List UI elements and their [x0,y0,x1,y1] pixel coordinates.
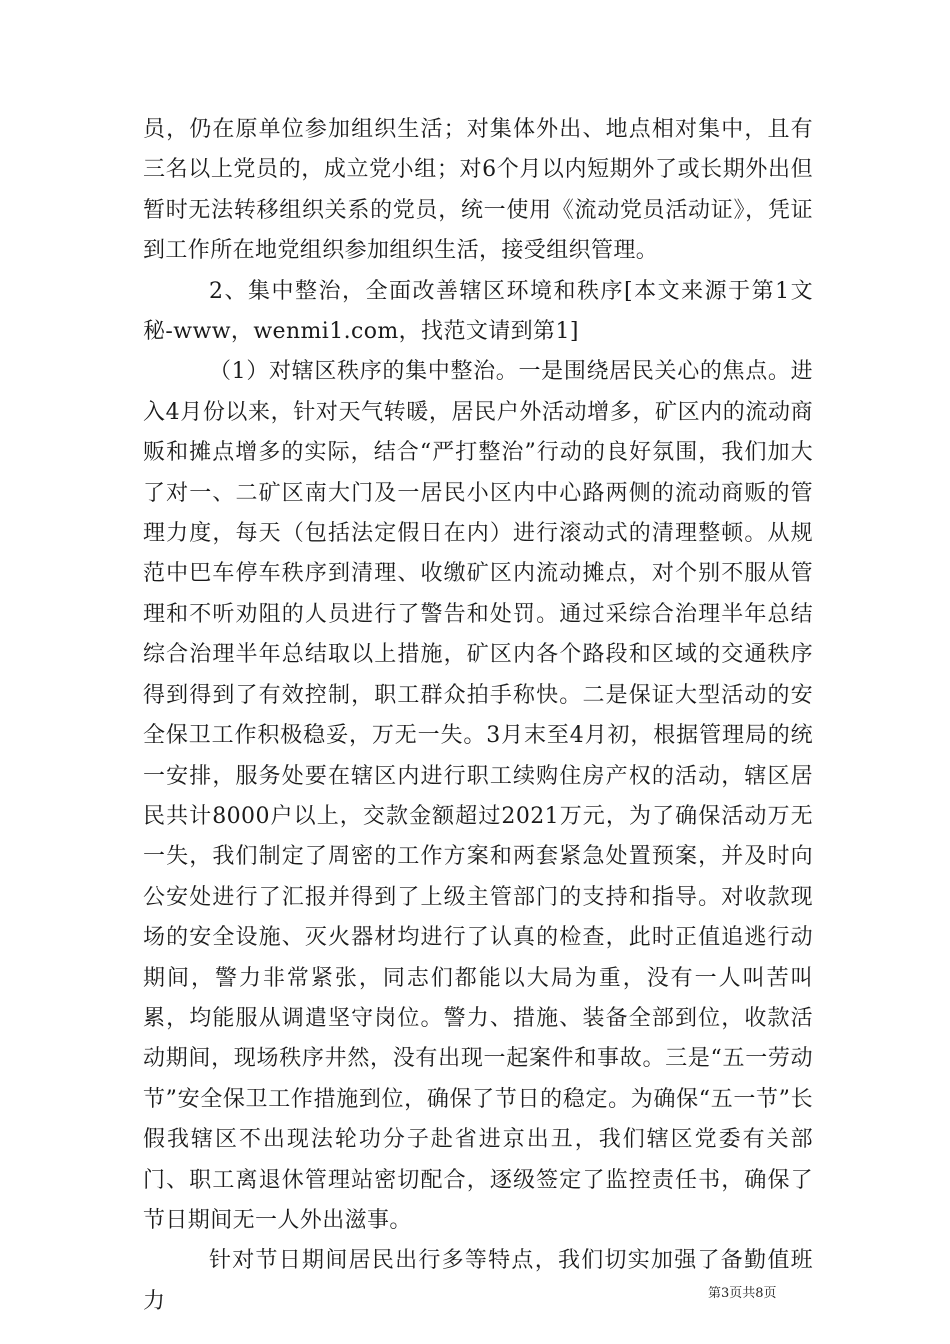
page-number-footer: 第3页共8页 [708,1286,777,1301]
paragraph-subsection-order: （1）对辖区秩序的集中整治。一是围绕居民关心的焦点。进入4月份以来，针对天气转暖，居民户外活动增多，矿区内的流动商贩和摊点增多的实际，结合“严打整治”行动的良好氛围，我们加大了对一、二矿区南大门及一居民小区内中心路两侧的流动商贩的管理力度，每天（包括法定假日在内）进行滚动式的清理整顿。从规范中巴车停车秩序到清理、收缴矿区内流动摊点，对个别不服从管理和不听劝阻的人员进行了警告和处罚。通过采综合治理半年总结综合治理半年总结取以上措施，矿区内各个路段和区域的交通秩序得到得到了有效控制，职工群众拍手称快。二是保证大型活动的安全保卫工作积极稳妥，万无一失。3月末至4月初，根据管理局的统一安排，服务处要在辖区内进行职工续购住房产权的活动，辖区居民共计8000户以上，交款金额超过2021万元，为了确保活动万无一失，我们制定了周密的工作方案和两套紧急处置预案，并及时向公安处进行了汇报并得到了上级主管部门的支持和指导。对收款现场的安全设施、灭火器材均进行了认真的检查，此时正值追逃行动期间，警力非常紧张，同志们都能以大局为重，没有一人叫苦叫累，均能服从调遣坚守岗位。警力、措施、装备全部到位，收款活动期间，现场秩序井然，没有出现一起案件和事故。三是“五一劳动节”安全保卫工作措施到位，确保了节日的稳定。为确保“五一节”长假我辖区不出现法轮功分子赴省进京出丑，我们辖区党委有关部门、职工离退休管理站密切配合，逐级签定了监控责任书，确保了节日期间无一人外出滋事。 [143,359,813,1233]
document-body [143,110,813,1322]
paragraph-continuation: 员，仍在原单位参加组织生活；对集体外出、地点相对集中，且有三名以上党员的，成立党小组；对6个月以内短期外了或长期外出但暂时无法转移组织关系的党员，统一使用《流动党员活动证》，凭证到工作所在地党组织参加组织生活，接受组织管理。 [143,117,813,264]
paragraph-section-heading: 2、集中整治，全面改善辖区环境和秩序[本文来源于第1文秘-www，wenmi1.com，找范文请到第1] [143,278,813,345]
paragraph-holiday-duty: 针对节日期间居民出行多等特点，我们切实加强了备勤值班力 [143,1248,813,1314]
